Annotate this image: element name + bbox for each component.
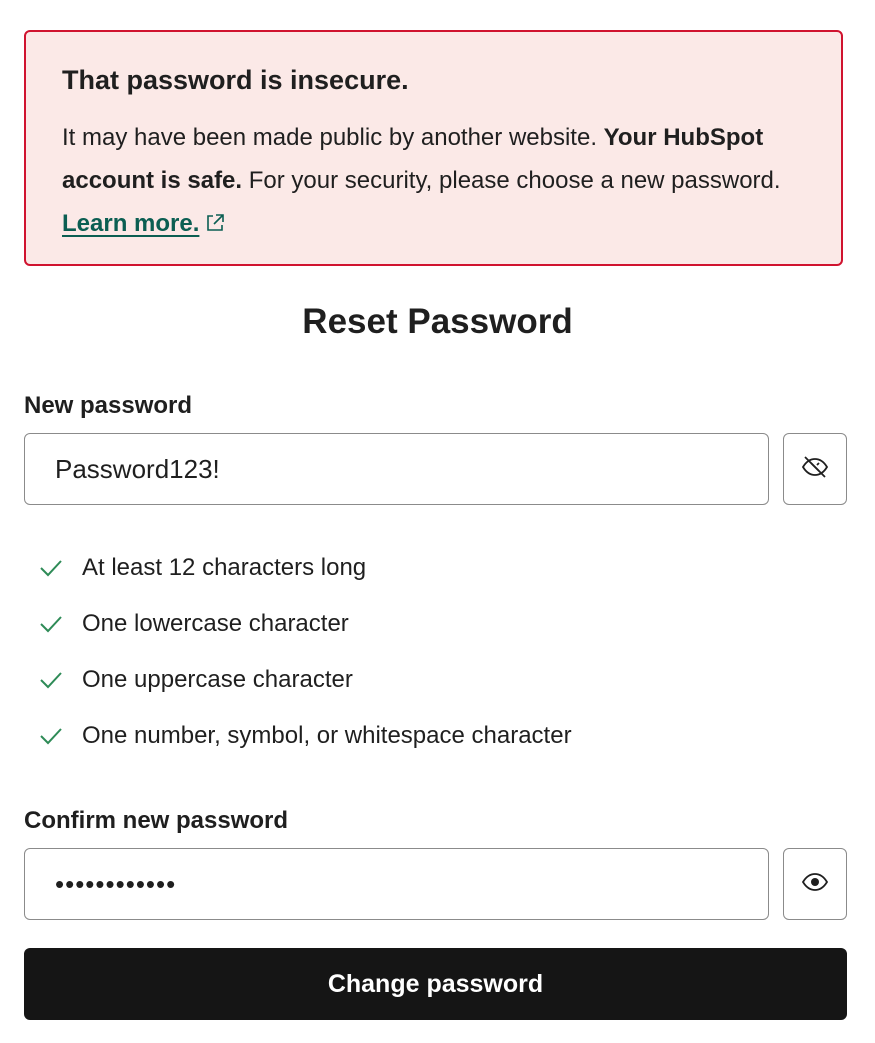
- confirm-password-value: ••••••••••••: [55, 868, 177, 899]
- requirement-text: One number, symbol, or whitespace character: [82, 722, 572, 749]
- alert-message: [62, 116, 805, 247]
- eye-off-icon: [800, 452, 830, 487]
- toggle-confirm-password-visibility[interactable]: [783, 848, 847, 920]
- page-title: Reset Password: [302, 302, 573, 341]
- requirement-text: At least 12 characters long: [82, 554, 367, 581]
- new-password-value: Password123!: [55, 453, 220, 484]
- learn-more-link[interactable]: Learn more.: [62, 210, 200, 237]
- alert-title: That password is insecure.: [62, 65, 409, 95]
- toggle-new-password-visibility[interactable]: [783, 433, 847, 505]
- requirement-item: [38, 596, 572, 652]
- new-password-input[interactable]: [24, 433, 769, 505]
- eye-icon: [800, 867, 830, 902]
- confirm-password-label: Confirm new password: [24, 807, 289, 834]
- alert-text-1: It may have been made public by another website.: [62, 124, 604, 151]
- password-requirements: [38, 540, 572, 764]
- requirement-item: [38, 540, 572, 596]
- external-link-icon: [205, 204, 225, 247]
- alert-text-2: For your security, please choose a new password.: [242, 167, 781, 194]
- requirement-text: One uppercase character: [82, 666, 353, 693]
- confirm-password-input[interactable]: [24, 848, 769, 920]
- checkmark-icon: [38, 614, 66, 634]
- checkmark-icon: [38, 670, 66, 690]
- insecure-password-alert: [24, 30, 843, 266]
- alert-bold-text: Your HubSpot account is safe.: [62, 124, 764, 194]
- requirement-item: [38, 652, 572, 708]
- requirement-text: One lowercase character: [82, 610, 349, 637]
- new-password-label: New password: [24, 392, 193, 419]
- checkmark-icon: [38, 558, 66, 578]
- change-password-button[interactable]: Change password: [24, 948, 847, 1020]
- checkmark-icon: [38, 726, 66, 746]
- requirement-item: [38, 708, 572, 764]
